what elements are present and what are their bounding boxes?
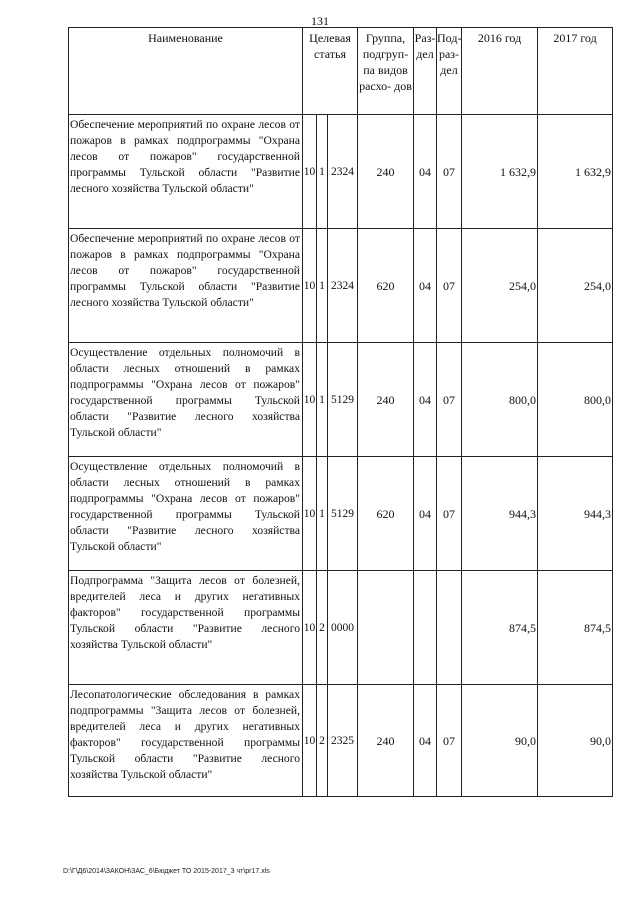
row-code-subprogram: 2 [317,685,328,797]
row-expense-group [358,571,414,685]
row-section: 04 [414,115,437,229]
budget-table [68,27,613,797]
row-code-direction: 2325 [328,685,358,797]
header-subsection: Под- раз- дел [437,28,462,115]
row-name: Лесопатологические обследования в рамках подпрограммы "Защита лесов от болезней, вредителей леса и других негативных факторов" государственной программы Тульской области "Развитие лесного хозяйства Тульской области" [69,685,303,797]
header-year-2017: 2017 год [538,28,613,115]
row-amount-2016: 800,0 [462,343,538,457]
table-row [69,343,613,457]
table-row [69,571,613,685]
row-name: Осуществление отдельных полномочий в области лесных отношений в рамках подпрограммы "Охрана лесов от пожаров" государственной программы Тульской области "Развитие лесного хозяйства Тульской области" [69,457,303,571]
table-row [69,115,613,229]
header-section: Раз- дел [414,28,437,115]
row-code-program: 10 [303,343,317,457]
footer-file-path: D:\Г\Д6\2014\ЗАКОН\ЗАС_6\Бюджет ТО 2015-2017_3 чт\рr17.xls [63,868,270,875]
row-code-program: 10 [303,571,317,685]
row-name: Подпрограмма "Защита лесов от болезней, вредителей леса и других негативных факторов" государственной программы Тульской области "Развитие лесного хозяйства Тульской области" [69,571,303,685]
table-row [69,685,613,797]
header-name: Наименование [69,28,303,115]
row-amount-2017: 800,0 [538,343,613,457]
row-amount-2016: 90,0 [462,685,538,797]
row-subsection: 07 [437,457,462,571]
row-subsection: 07 [437,343,462,457]
row-code-program: 10 [303,457,317,571]
header-year-2016: 2016 год [462,28,538,115]
row-section: 04 [414,457,437,571]
row-expense-group: 620 [358,229,414,343]
row-expense-group: 240 [358,343,414,457]
row-amount-2016: 874,5 [462,571,538,685]
row-name: Обеспечение мероприятий по охране лесов от пожаров в рамках подпрограммы "Охрана лесов от пожаров" государственной программы Тульской области "Развитие лесного хозяйства Тульской области" [69,229,303,343]
row-code-program: 10 [303,685,317,797]
row-code-subprogram: 1 [317,343,328,457]
row-amount-2017: 1 632,9 [538,115,613,229]
row-amount-2017: 874,5 [538,571,613,685]
row-code-direction: 5129 [328,457,358,571]
row-expense-group: 240 [358,685,414,797]
page-number: 131 [311,14,329,28]
row-name: Обеспечение мероприятий по охране лесов от пожаров в рамках подпрограммы "Охрана лесов от пожаров" государственной программы Тульской области "Развитие лесного хозяйства Тульской области" [69,115,303,229]
row-section: 04 [414,343,437,457]
table-header-row [69,28,613,115]
row-code-subprogram: 1 [317,229,328,343]
row-section [414,571,437,685]
row-code-subprogram: 1 [317,457,328,571]
row-expense-group: 620 [358,457,414,571]
header-expense-group: Группа, подгруп- па видов расхо- дов [358,28,414,115]
row-subsection [437,571,462,685]
row-amount-2016: 1 632,9 [462,115,538,229]
row-amount-2017: 254,0 [538,229,613,343]
table-row [69,229,613,343]
row-amount-2017: 944,3 [538,457,613,571]
row-amount-2016: 254,0 [462,229,538,343]
row-section: 04 [414,685,437,797]
header-target-article: Целевая статья [303,28,358,115]
row-section: 04 [414,229,437,343]
row-subsection: 07 [437,685,462,797]
row-code-direction: 2324 [328,115,358,229]
row-code-program: 10 [303,115,317,229]
row-code-program: 10 [303,229,317,343]
row-code-direction: 5129 [328,343,358,457]
row-code-subprogram: 2 [317,571,328,685]
row-subsection: 07 [437,115,462,229]
row-subsection: 07 [437,229,462,343]
row-amount-2016: 944,3 [462,457,538,571]
row-code-direction: 0000 [328,571,358,685]
row-amount-2017: 90,0 [538,685,613,797]
row-name: Осуществление отдельных полномочий в области лесных отношений в рамках подпрограммы "Охрана лесов от пожаров" государственной программы Тульской области "Развитие лесного хозяйства Тульской области" [69,343,303,457]
row-expense-group: 240 [358,115,414,229]
table-row [69,457,613,571]
row-code-subprogram: 1 [317,115,328,229]
row-code-direction: 2324 [328,229,358,343]
